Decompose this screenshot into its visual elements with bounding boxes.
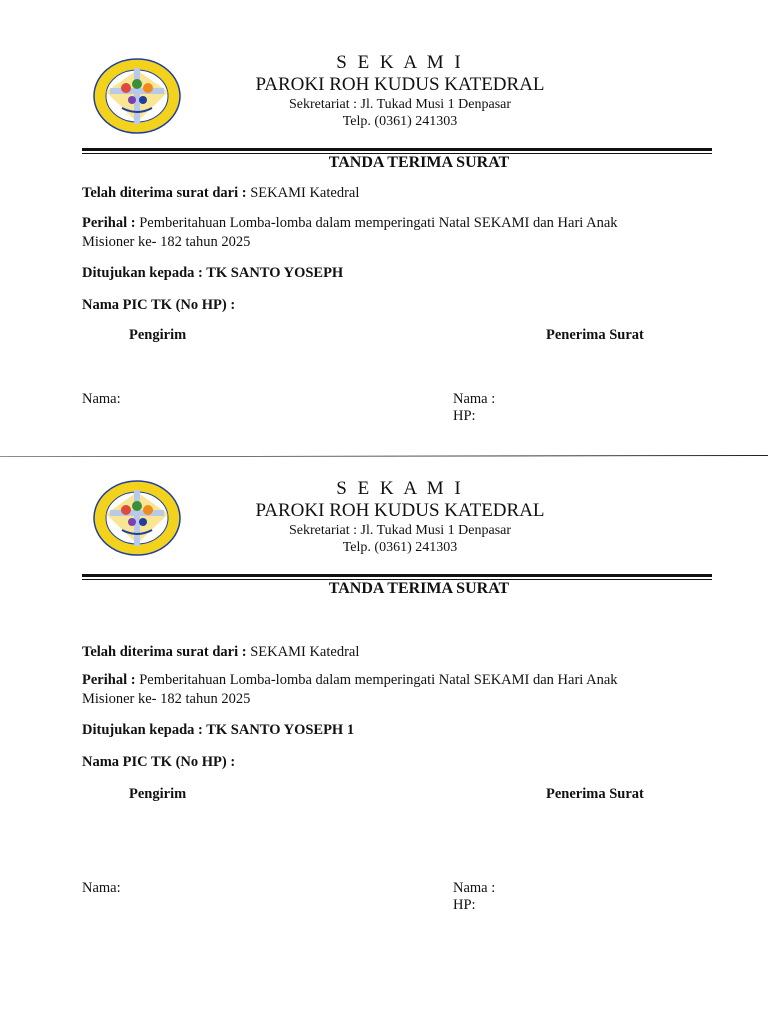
subject-line — [82, 214, 672, 252]
pic-line — [82, 753, 682, 772]
subject-label: Perihal : — [82, 672, 136, 688]
pic-line — [82, 296, 682, 315]
document-title: TANDA TERIMA SURAT — [328, 580, 510, 597]
org-header — [0, 478, 768, 556]
subject-value: Pemberitahuan Lomba-lomba dalam memperingati Natal SEKAMI dan Hari Anak Misioner ke- 182 tahun 2025 — [82, 215, 618, 250]
org-name: S E K A M I — [336, 478, 464, 499]
receiver-name-field: Nama : — [453, 391, 496, 407]
receipt-top — [0, 0, 768, 450]
sender-signature-label: Pengirim — [129, 786, 187, 802]
addressee: Ditujukan kepada : TK SANTO YOSEPH 1 — [82, 722, 355, 738]
subject-value: Pemberitahuan Lomba-lomba dalam memperingati Natal SEKAMI dan Hari Anak Misioner ke- 182 tahun 2025 — [82, 672, 618, 707]
sender-value: SEKAMI Katedral — [250, 185, 360, 201]
document-title: TANDA TERIMA SURAT — [328, 154, 510, 171]
parish-name: PAROKI ROH KUDUS KATEDRAL — [255, 500, 545, 521]
receipt-bottom — [0, 450, 768, 1024]
receiver-signature-label: Penerima Surat — [546, 786, 644, 802]
receiver-name-field: Nama : — [453, 880, 496, 896]
sender-name-field: Nama: — [82, 880, 121, 896]
receiver-hp-field: HP: — [453, 897, 476, 913]
sender-value: SEKAMI Katedral — [250, 644, 360, 660]
sender-label: Telah diterima surat dari : — [82, 185, 247, 201]
pic-label: Nama PIC TK (No HP) : — [82, 754, 236, 770]
org-header — [0, 52, 768, 130]
subject-label: Perihal : — [82, 215, 136, 231]
org-address: Sekretariat : Jl. Tukad Musi 1 Denpasar — [288, 523, 512, 538]
org-name: S E K A M I — [336, 52, 464, 73]
org-phone: Telp. (0361) 241303 — [342, 540, 458, 555]
sender-line — [82, 184, 682, 203]
org-address: Sekretariat : Jl. Tukad Musi 1 Denpasar — [288, 97, 512, 112]
addressee: Ditujukan kepada : TK SANTO YOSEPH — [82, 265, 344, 281]
addressee-line — [82, 721, 682, 740]
sender-label: Telah diterima surat dari : — [82, 644, 247, 660]
sender-name-field: Nama: — [82, 391, 121, 407]
receiver-hp-field: HP: — [453, 408, 476, 424]
sender-line — [82, 643, 682, 662]
addressee-line — [82, 264, 682, 283]
pic-label: Nama PIC TK (No HP) : — [82, 297, 236, 313]
subject-line — [82, 671, 672, 709]
org-phone: Telp. (0361) 241303 — [342, 114, 458, 129]
sender-signature-label: Pengirim — [129, 327, 187, 343]
parish-name: PAROKI ROH KUDUS KATEDRAL — [255, 74, 545, 95]
receiver-signature-label: Penerima Surat — [546, 327, 644, 343]
